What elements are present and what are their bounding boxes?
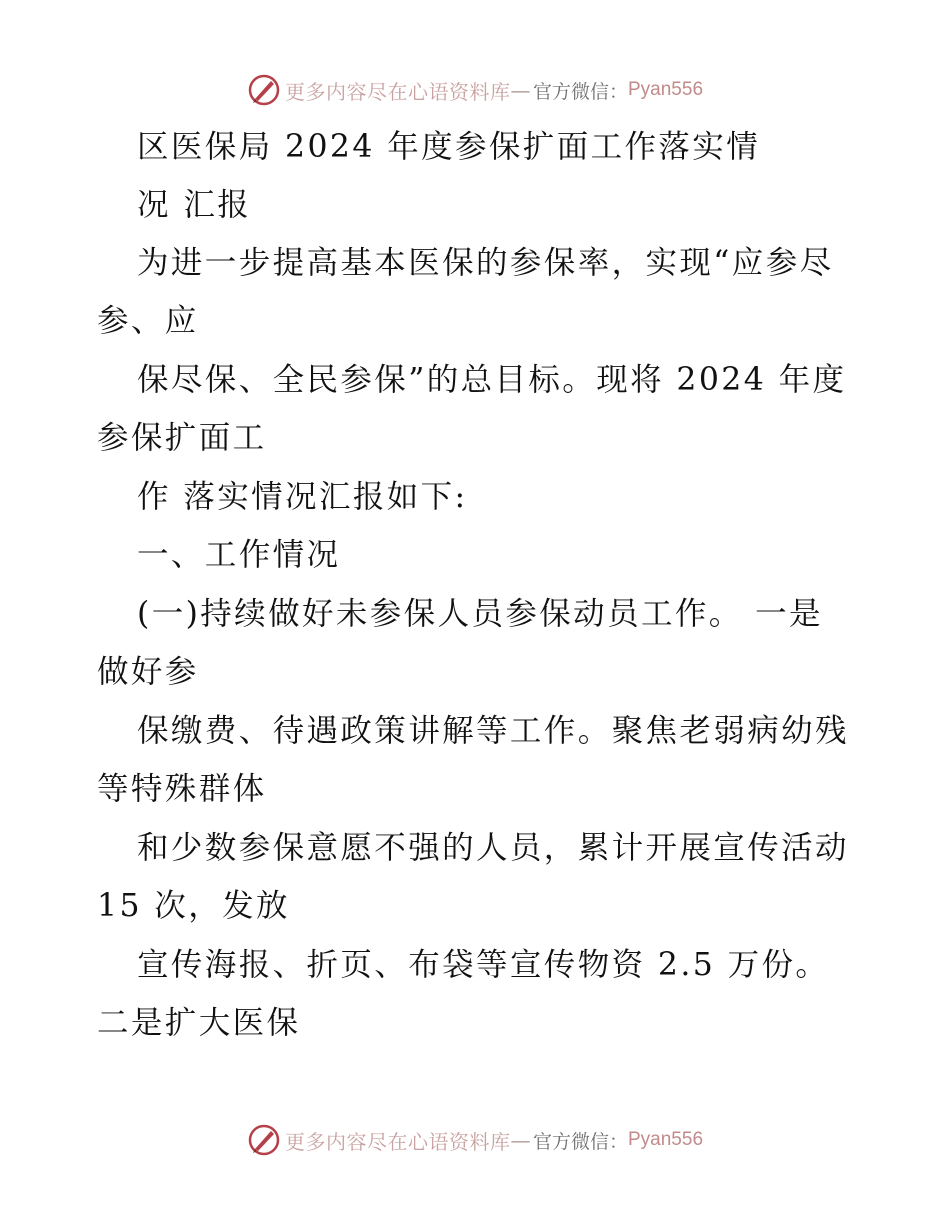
doc-line: 保尽保、全民参保”的总目标。现将 2024 年度 xyxy=(137,362,847,398)
doc-line: 做好参 xyxy=(97,654,199,690)
watermark-separator: — xyxy=(510,78,531,102)
doc-line: 宣传海报、折页、布袋等宣传物资 2.5 万份。 xyxy=(137,947,830,983)
doc-line: 等特殊群体 xyxy=(97,771,267,807)
watermark-separator: — xyxy=(510,1128,531,1152)
doc-line: 保缴费、待遇政策讲解等工作。聚焦老弱病幼残 xyxy=(137,713,849,749)
watermark-contact-label: 官方微信： xyxy=(532,80,628,103)
doc-line: 二是扩大医保 xyxy=(97,1005,301,1041)
doc-title-line-1: 区医保局 2024 年度参保扩面工作落实情 xyxy=(137,129,761,165)
watermark-text: 更多内容尽在心语资料库 xyxy=(284,1129,511,1154)
watermark-contact-label: 官方微信： xyxy=(532,1130,628,1153)
header-watermark xyxy=(0,70,950,110)
doc-line: 参、应 xyxy=(97,303,199,339)
doc-line: 参保扩面工 xyxy=(97,420,267,456)
watermark-wechat-id: Pyan556 xyxy=(628,79,704,100)
subsection-heading: (一)持续做好未参保人员参保动员工作。 一是 xyxy=(137,596,823,632)
doc-line: 和少数参保意愿不强的人员，累计开展宣传活动 xyxy=(137,830,849,866)
footer-watermark xyxy=(0,1120,950,1160)
doc-line: 作 落实情况汇报如下: xyxy=(137,479,468,515)
doc-line: 15 次，发放 xyxy=(97,888,290,924)
quill-logo-icon xyxy=(247,73,281,107)
quill-logo-icon xyxy=(247,1123,281,1157)
doc-title-line-2: 况 汇报 xyxy=(137,187,252,223)
doc-line: 为进一步提高基本医保的参保率，实现“应参尽 xyxy=(137,245,834,281)
section-heading: 一、工作情况 xyxy=(137,537,341,573)
watermark-text: 更多内容尽在心语资料库 xyxy=(284,79,511,104)
watermark-wechat-id: Pyan556 xyxy=(628,1129,704,1150)
